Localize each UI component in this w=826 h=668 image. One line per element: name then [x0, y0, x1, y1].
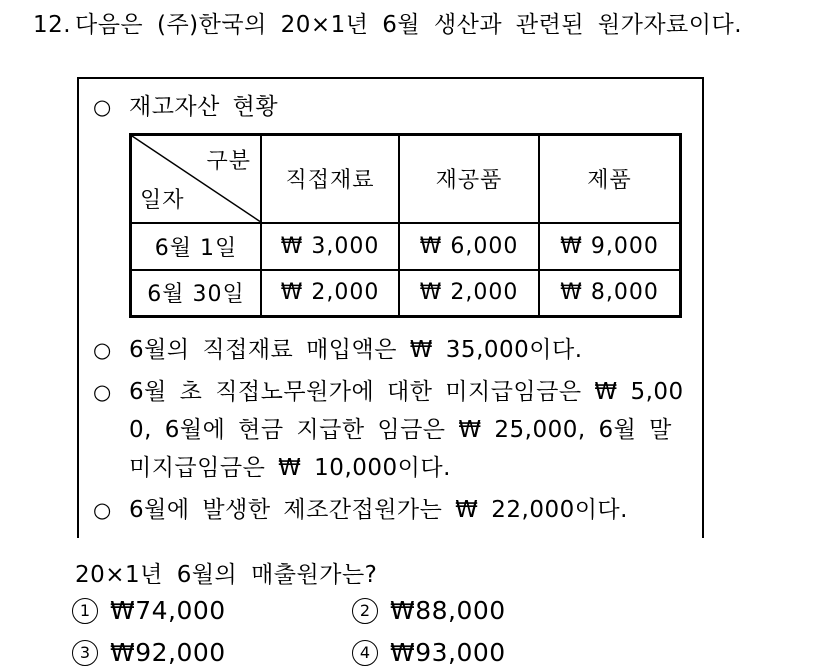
column-header-wip: 재공품 [399, 135, 539, 223]
option-4 [352, 638, 712, 667]
materials-text: 6월의 직접재료 매입액은 ₩ 35,000이다. [129, 337, 583, 363]
overhead-text: 6월에 발생한 제조간접원가는 ₩ 22,000이다. [129, 497, 628, 523]
option-1 [72, 596, 352, 625]
option-1-label: ₩74,000 [110, 596, 226, 625]
inventory-table [129, 133, 682, 318]
bullet-labor [93, 373, 692, 487]
question-text: 다음은 (주)한국의 20×1년 6월 생산과 관련된 원가자료이다. [75, 12, 743, 38]
question-number: 12. [33, 12, 72, 38]
cell-value: ₩ 2,000 [399, 270, 539, 317]
circle-bullet-icon: ○ [93, 380, 112, 404]
info-box [77, 77, 704, 538]
circle-bullet-icon: ○ [93, 498, 112, 522]
cell-value: ₩ 3,000 [261, 223, 399, 270]
option-2 [352, 596, 712, 625]
table-row [131, 223, 681, 270]
column-header-direct-materials: 직접재료 [261, 135, 399, 223]
circle-bullet-icon: ○ [93, 338, 112, 362]
table-row [131, 270, 681, 317]
option-2-label: ₩88,000 [390, 596, 506, 625]
inventory-heading-label: 재고자산 현황 [129, 94, 279, 120]
labor-text: 6월 초 직접노무원가에 대한 미지급임금은 ₩ 5,000, 6월에 현금 지급한 임금은 ₩ 25,000, 6월 말 미지급임금은 ₩ 10,000이다. [129, 379, 684, 481]
option-1-number-icon: 1 [72, 598, 98, 624]
table-header-row [131, 135, 681, 223]
question-prompt: 20×1년 6월의 매출원가는? [75, 562, 378, 588]
option-4-number-icon: 4 [352, 640, 378, 666]
option-2-number-icon: 2 [352, 598, 378, 624]
corner-label-date: 일자 [140, 187, 185, 213]
question-block [33, 8, 803, 42]
bullet-inventory-heading [93, 91, 692, 123]
answer-options [72, 596, 712, 667]
bullet-materials [93, 331, 692, 369]
circle-bullet-icon: ○ [93, 95, 112, 119]
table-corner-cell [131, 135, 262, 223]
bullet-overhead [93, 491, 692, 529]
option-3 [72, 638, 352, 667]
row-label: 6월 1일 [131, 223, 262, 270]
cell-value: ₩ 6,000 [399, 223, 539, 270]
cell-value: ₩ 9,000 [539, 223, 681, 270]
option-4-label: ₩93,000 [390, 638, 506, 667]
cell-value: ₩ 2,000 [261, 270, 399, 317]
option-3-label: ₩92,000 [110, 638, 226, 667]
option-3-number-icon: 3 [72, 640, 98, 666]
row-label: 6월 30일 [131, 270, 262, 317]
column-header-finished-goods: 제품 [539, 135, 681, 223]
corner-label-category: 구분 [206, 149, 251, 174]
cell-value: ₩ 8,000 [539, 270, 681, 317]
